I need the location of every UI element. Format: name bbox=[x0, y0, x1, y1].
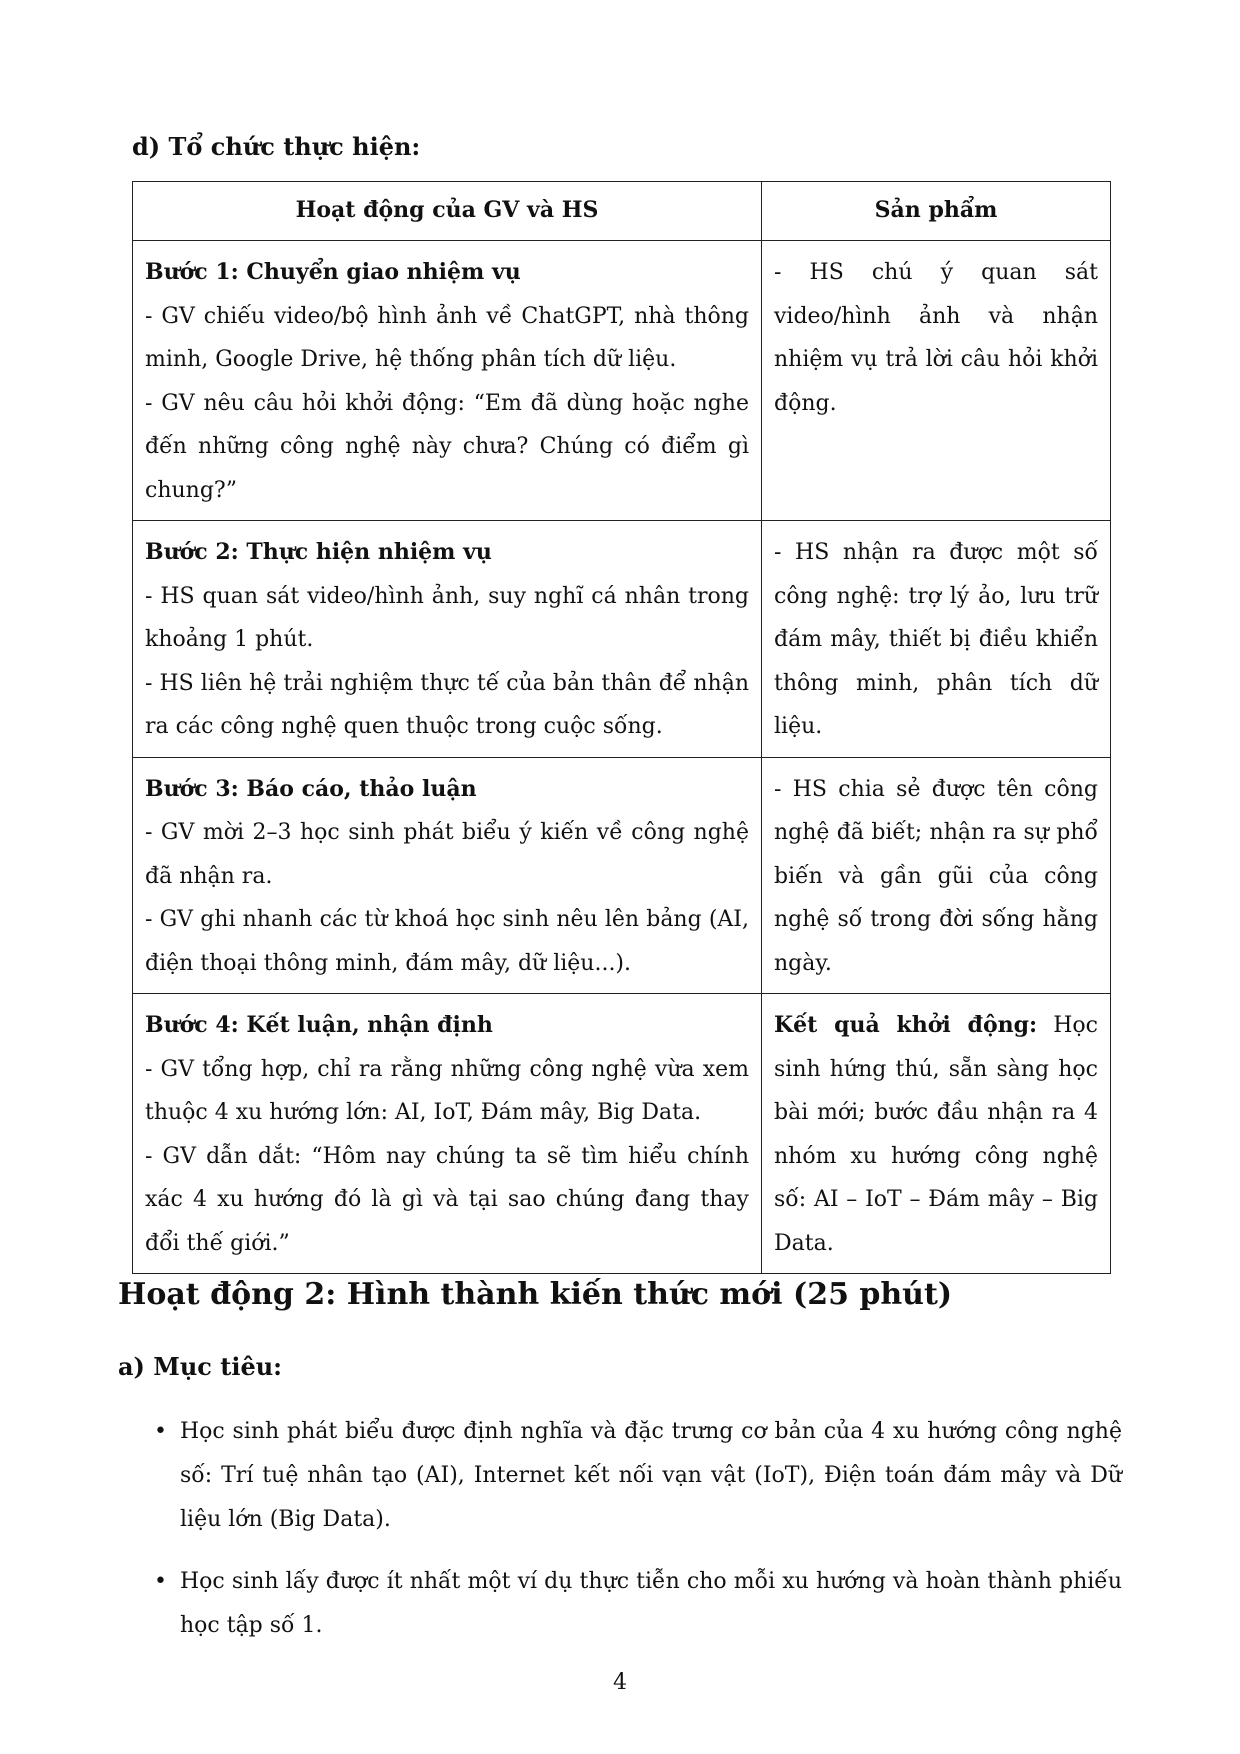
table-row bbox=[133, 521, 1111, 758]
objectives-list bbox=[118, 1410, 1122, 1666]
table-row bbox=[133, 994, 1111, 1274]
table-header-row bbox=[133, 182, 1111, 241]
table-row bbox=[133, 241, 1111, 521]
header-activities: Hoạt động của GV và HS bbox=[133, 182, 762, 241]
objective-text: Học sinh phát biểu được định nghĩa và đặc trưng cơ bản của 4 xu hướng công nghệ số: Trí tuệ nhân tạo (AI), Internet kết nối vạn vật (IoT), Điện toán đám mây và Dữ liệu lớn (Big Data). bbox=[180, 1419, 1122, 1532]
activity-cell bbox=[133, 521, 762, 758]
activity-line: - GV dẫn dắt: “Hôm nay chúng ta sẽ tìm hiểu chính xác 4 xu hướng đó là gì và tại sao chúng đang thay đổi thế giới.” bbox=[145, 1143, 749, 1256]
step-title: Bước 2: Thực hiện nhiệm vụ bbox=[145, 539, 492, 565]
activity-line: - GV ghi nhanh các từ khoá học sinh nêu lên bảng (AI, điện thoại thông minh, đám mây, dữ liệu...). bbox=[145, 907, 749, 976]
step-title: Bước 3: Báo cáo, thảo luận bbox=[145, 775, 477, 802]
step-title: Bước 4: Kết luận, nhận định bbox=[145, 1012, 493, 1038]
list-item bbox=[118, 1560, 1122, 1648]
bullet-icon: • bbox=[154, 1569, 167, 1594]
product-text: - HS chú ý quan sát video/hình ảnh và nhận nhiệm vụ trả lời câu hỏi khởi động. bbox=[774, 260, 1098, 416]
product-text bbox=[774, 1004, 1098, 1265]
activity-line: - HS quan sát video/hình ảnh, suy nghĩ cá nhân trong khoảng 1 phút. bbox=[145, 583, 749, 652]
activity-line: - HS liên hệ trải nghiệm thực tế của bản thân để nhận ra các công nghệ quen thuộc trong cuộc sống. bbox=[145, 670, 749, 739]
activity-table bbox=[132, 181, 1111, 1274]
objectives-heading: a) Mục tiêu: bbox=[118, 1352, 283, 1381]
table-row bbox=[133, 757, 1111, 994]
header-products: Sản phẩm bbox=[762, 182, 1111, 241]
activity-cell bbox=[133, 241, 762, 521]
product-cell bbox=[762, 757, 1111, 994]
organization-subheading: d) Tổ chức thực hiện: bbox=[132, 132, 421, 161]
product-text: - HS nhận ra được một số công nghệ: trợ lý ảo, lưu trữ đám mây, thiết bị điều khiển thông minh, phân tích dữ liệu. bbox=[774, 540, 1098, 739]
activity-line: - GV mời 2–3 học sinh phát biểu ý kiến về công nghệ đã nhận ra. bbox=[145, 820, 749, 889]
product-result-text: Học sinh hứng thú, sẵn sàng học bài mới; bước đầu nhận ra 4 nhóm xu hướng công nghệ số: AI – IoT – Đám mây – Big Data. bbox=[774, 1013, 1099, 1256]
list-item bbox=[118, 1410, 1122, 1542]
product-cell bbox=[762, 241, 1111, 521]
page-number: 4 bbox=[613, 1670, 627, 1695]
product-cell bbox=[762, 994, 1111, 1274]
objective-text: Học sinh lấy được ít nhất một ví dụ thực tiễn cho mỗi xu hướng và hoàn thành phiếu học tập số 1. bbox=[180, 1569, 1122, 1638]
product-text: - HS chia sẻ được tên công nghệ đã biết; nhận ra sự phổ biến và gần gũi của công nghệ số trong đời sống hằng ngày. bbox=[774, 776, 1098, 976]
step-title: Bước 1: Chuyển giao nhiệm vụ bbox=[145, 259, 521, 285]
activity-line: - GV chiếu video/bộ hình ảnh về ChatGPT, nhà thông minh, Google Drive, hệ thống phân tích dữ liệu. bbox=[145, 303, 749, 372]
activity-line: - GV tổng hợp, chỉ ra rằng những công nghệ vừa xem thuộc 4 xu hướng lớn: AI, IoT, Đám mây, Big Data. bbox=[145, 1056, 749, 1125]
bullet-icon: • bbox=[154, 1419, 167, 1444]
product-result-label: Kết quả khởi động: bbox=[774, 1012, 1038, 1038]
section-title: Hoạt động 2: Hình thành kiến thức mới (25 phút) bbox=[118, 1277, 953, 1312]
activity-line: - GV nêu câu hỏi khởi động: “Em đã dùng hoặc nghe đến những công nghệ này chưa? Chúng có điểm gì chung?” bbox=[145, 390, 749, 503]
product-cell bbox=[762, 521, 1111, 758]
activity-cell bbox=[133, 994, 762, 1274]
activity-cell bbox=[133, 757, 762, 994]
